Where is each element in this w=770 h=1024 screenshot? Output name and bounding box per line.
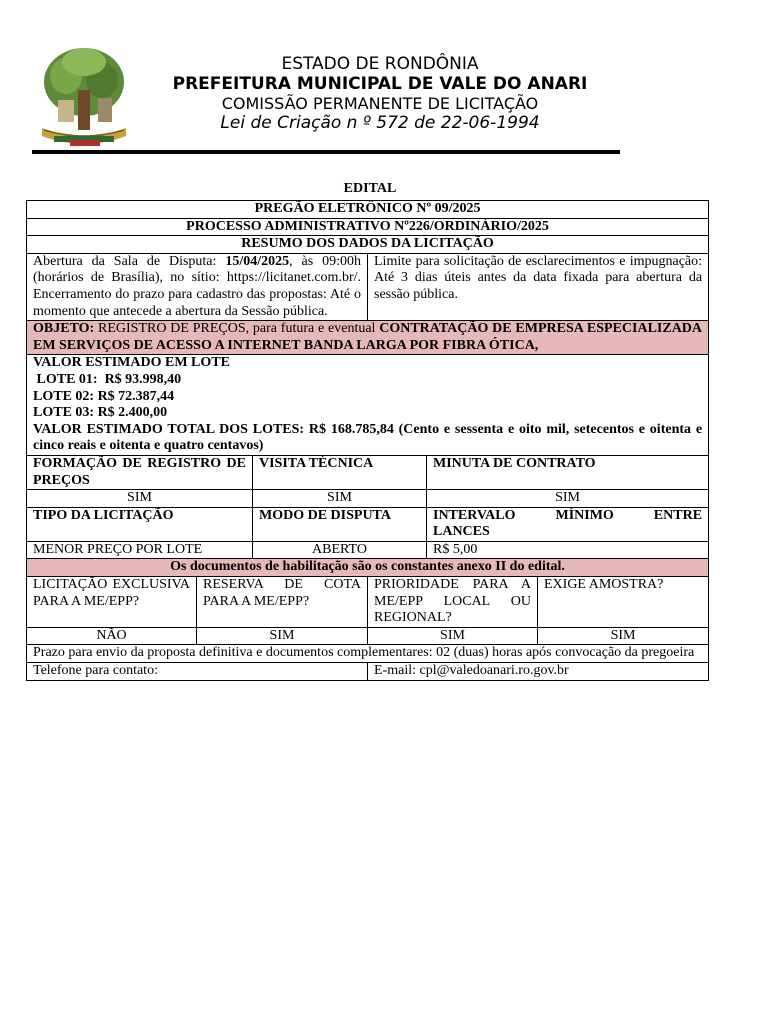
- tipo-label: TIPO DA LICITAÇÃO: [27, 507, 253, 541]
- formacao-label: FORMAÇÃO DE REGISTRO DE PREÇOS: [27, 455, 253, 489]
- table-row: [27, 577, 709, 628]
- objeto-cell: [27, 321, 709, 355]
- abertura-details: , às 09:00h (horários de Brasília), no sítio: https://licitanet.com.br/. Encerramento do prazo para cadastro das propostas: Até o momento que antecede a abertura da Sessão pública.: [33, 253, 361, 319]
- table-row: [27, 253, 709, 320]
- amostra-label: EXIGE AMOSTRA?: [538, 577, 709, 628]
- modo-value: ABERTO: [253, 541, 427, 559]
- exclusiva-value: NÃO: [27, 627, 197, 645]
- minuta-label: MINUTA DE CONTRATO: [427, 455, 709, 489]
- table-row: [27, 645, 709, 663]
- table-row: [27, 541, 709, 559]
- table-row: [27, 355, 709, 456]
- minuta-value: SIM: [427, 490, 709, 508]
- formacao-value: SIM: [27, 490, 253, 508]
- header-divider: [32, 150, 620, 154]
- valor-title: VALOR ESTIMADO EM LOTE: [33, 355, 230, 371]
- table-row: [27, 218, 709, 236]
- exclusiva-label: LICITAÇÃO EXCLUSIVA PARA A ME/EPP?: [27, 577, 197, 628]
- amostra-value: SIM: [538, 627, 709, 645]
- intervalo-value: R$ 5,00: [427, 541, 709, 559]
- abertura-date: 15/04/2025: [225, 253, 290, 269]
- header-prefecture: PREFEITURA MUNICIPAL DE VALE DO ANARI: [172, 74, 588, 94]
- table-row: [27, 490, 709, 508]
- table-row: [27, 321, 709, 355]
- header-law: Lei de Criação n º 572 de 22-06-1994: [220, 113, 540, 133]
- reserva-value: SIM: [197, 627, 368, 645]
- table-row: [27, 559, 709, 577]
- prioridade-label: PRIORIDADE PARA A ME/EPP LOCAL OU REGIONAL?: [368, 577, 538, 628]
- municipal-coat-of-arms-icon: [34, 42, 134, 152]
- resumo-title: RESUMO DOS DADOS DA LICITAÇÃO: [27, 236, 709, 254]
- table-row: [27, 663, 709, 681]
- telefone-cell: Telefone para contato:: [27, 663, 368, 681]
- bid-summary-table: [26, 200, 709, 681]
- tipo-value: MENOR PREÇO POR LOTE: [27, 541, 253, 559]
- table-row: [27, 236, 709, 254]
- reserva-label: RESERVA DE COTA PARA A ME/EPP?: [197, 577, 368, 628]
- table-row: [27, 507, 709, 541]
- email-cell: [368, 663, 709, 681]
- visita-value: SIM: [253, 490, 427, 508]
- prioridade-value: SIM: [368, 627, 538, 645]
- limite-cell: Limite para solicitação de esclarecimentos e impugnação: Até 3 dias úteis antes da data fixada para abertura da sessão pública.: [368, 253, 709, 320]
- abertura-cell: [27, 253, 368, 320]
- pregao-title: PREGÃO ELETRÔNICO Nº 09/2025: [27, 201, 709, 219]
- email-link[interactable]: cpl@valedoanari.ro.gov.br: [419, 663, 569, 679]
- objeto-text: REGISTRO DE PREÇOS, para futura e eventual: [94, 321, 380, 337]
- header-state: ESTADO DE RONDÔNIA: [281, 54, 479, 74]
- modo-label: MODO DE DISPUTA: [253, 507, 427, 541]
- prazo-cell: Prazo para envio da proposta definitiva e documentos complementares: 02 (duas) horas após convocação da pregoeira: [27, 645, 709, 663]
- lote-03-value: LOTE 03: R$ 2.400,00: [33, 405, 168, 421]
- objeto-description: CONTRATAÇÃO DE EMPRESA ESPECIALIZADA EM SERVIÇOS DE ACESSO A INTERNET BANDA LARGA POR FIBRA ÓTICA,: [33, 321, 703, 353]
- table-row: [27, 627, 709, 645]
- habilitacao-note: Os documentos de habilitação são os constantes anexo II do edital.: [27, 559, 709, 577]
- valor-cell: [27, 355, 709, 456]
- valor-total: VALOR ESTIMADO TOTAL DOS LOTES: R$ 168.785,84 (Cento e sessenta e oito mil, setecentos e oitenta e cinco reais e oitenta e quatro centavos): [33, 421, 703, 454]
- abertura-prefix: Abertura da Sala de Disputa:: [33, 253, 226, 269]
- edital-title: EDITAL: [343, 181, 397, 196]
- lote-02-value: LOTE 02: R$ 72.387,44: [33, 388, 175, 404]
- visita-label: VISITA TÉCNICA: [253, 455, 427, 489]
- header-commission: COMISSÃO PERMANENTE DE LICITAÇÃO: [221, 94, 539, 113]
- email-label: E-mail:: [374, 663, 420, 679]
- objeto-label: OBJETO:: [33, 321, 95, 337]
- table-row: [27, 201, 709, 219]
- intervalo-label: INTERVALO MÍNIMO ENTRE LANCES: [427, 507, 709, 541]
- processo-title: PROCESSO ADMINISTRATIVO Nº226/ORDINÁRIO/2025: [27, 218, 709, 236]
- lote-01-value: LOTE 01: R$ 93.998,40: [33, 371, 182, 387]
- table-row: [27, 455, 709, 489]
